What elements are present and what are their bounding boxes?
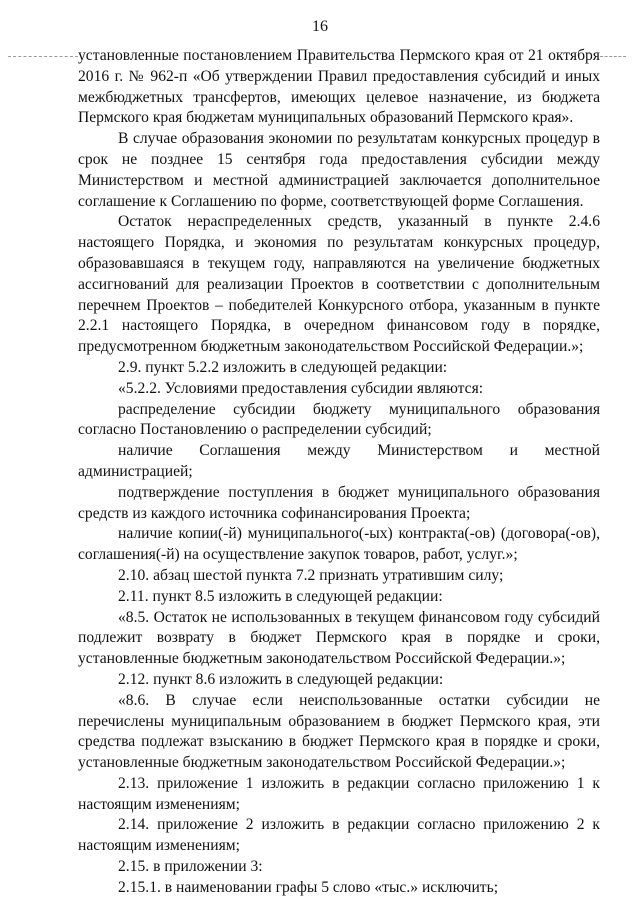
paragraph: наличие Соглашения между Министерством и местной администрацией; bbox=[78, 442, 600, 480]
paragraph: распределение субсидии бюджету муниципального образования согласно Постановлению о распределении субсидий; bbox=[78, 400, 600, 439]
paragraph: 2.15.1. в наименовании графы 5 слово «тыс.» исключить; bbox=[118, 878, 499, 896]
paragraph: наличие копии(-й) муниципального(-ых) контракта(-ов) (договора(-ов), соглашения(-й) на осуществление закупок товаров, работ, услуг.»; bbox=[78, 525, 600, 564]
paragraph: подтверждение поступления в бюджет муниципального образования средств из каждого источника софинансирования Проекта; bbox=[78, 483, 600, 522]
page-number: 16 bbox=[312, 18, 328, 35]
scan-mark-right bbox=[600, 56, 626, 57]
paragraph: 2.12. пункт 8.6 изложить в следующей редакции: bbox=[118, 670, 444, 688]
paragraph: 2.9. пункт 5.2.2 изложить в следующей редакции: bbox=[118, 358, 448, 376]
document-body bbox=[78, 46, 600, 899]
paragraph: 2.11. пункт 8.5 изложить в следующей редакции: bbox=[118, 587, 443, 605]
paragraph: установленные постановлением Правительства Пермского края от 21 октября 2016 г. № 962-п «Об утверждении Правил предоставления субсидий и иных межбюджетных трансфертов, имеющих целевое назначение, из бюджета Пермского края бюджетам муниципальных образований Пермского края». bbox=[78, 47, 600, 127]
paragraph: 2.15. в приложении 3: bbox=[118, 858, 263, 876]
paragraph: «8.5. Остаток не использованных в текущем финансовом году субсидий подлежит возврату в бюджет Пермского края в порядке и сроки, установленные бюджетным законодательством Российской Федерации.»; bbox=[78, 608, 600, 668]
paragraph: Остаток нераспределенных средств, указанный в пункте 2.4.6 настоящего Порядка, и экономия по результатам конкурсных процедур, образовавшаяся в текущем году, направляются на увеличение бюджетных ассигнований для реализации Проектов в соответствии с дополнительным перечнем Проектов – победителей Конкурсного отбора, указанным в пункте 2.2.1 настоящего Порядка, в очередном финансовом году в порядке, предусмотренном бюджетным законодательством Российской Федерации.»; bbox=[78, 213, 600, 356]
paragraph: 2.14. приложение 2 изложить в редакции согласно приложению 2 к настоящим изменениям; bbox=[78, 816, 600, 855]
paragraph: 2.13. приложение 1 изложить в редакции согласно приложению 1 к настоящим изменениям; bbox=[78, 774, 600, 813]
paragraph: В случае образования экономии по результатам конкурсных процедур в срок не позднее 15 сентября года предоставления субсидии между Министерством и местной администрацией заключается дополнительное соглашение к Соглашению по форме, соответствующей форме Соглашения. bbox=[78, 130, 600, 210]
paragraph: «8.6. В случае если неиспользованные остатки субсидии не перечислены муниципальным образованием в бюджет Пермского края, эти средства подлежат взысканию в бюджет Пермского края в порядке и сроки, установленные бюджетным законодательством Российской Федерации.»; bbox=[78, 691, 600, 772]
paragraph: «5.2.2. Условиями предоставления субсидии являются: bbox=[118, 379, 484, 397]
scan-mark-left bbox=[8, 56, 78, 57]
paragraph: 2.10. абзац шестой пункта 7.2 признать утратившим силу; bbox=[118, 566, 504, 584]
